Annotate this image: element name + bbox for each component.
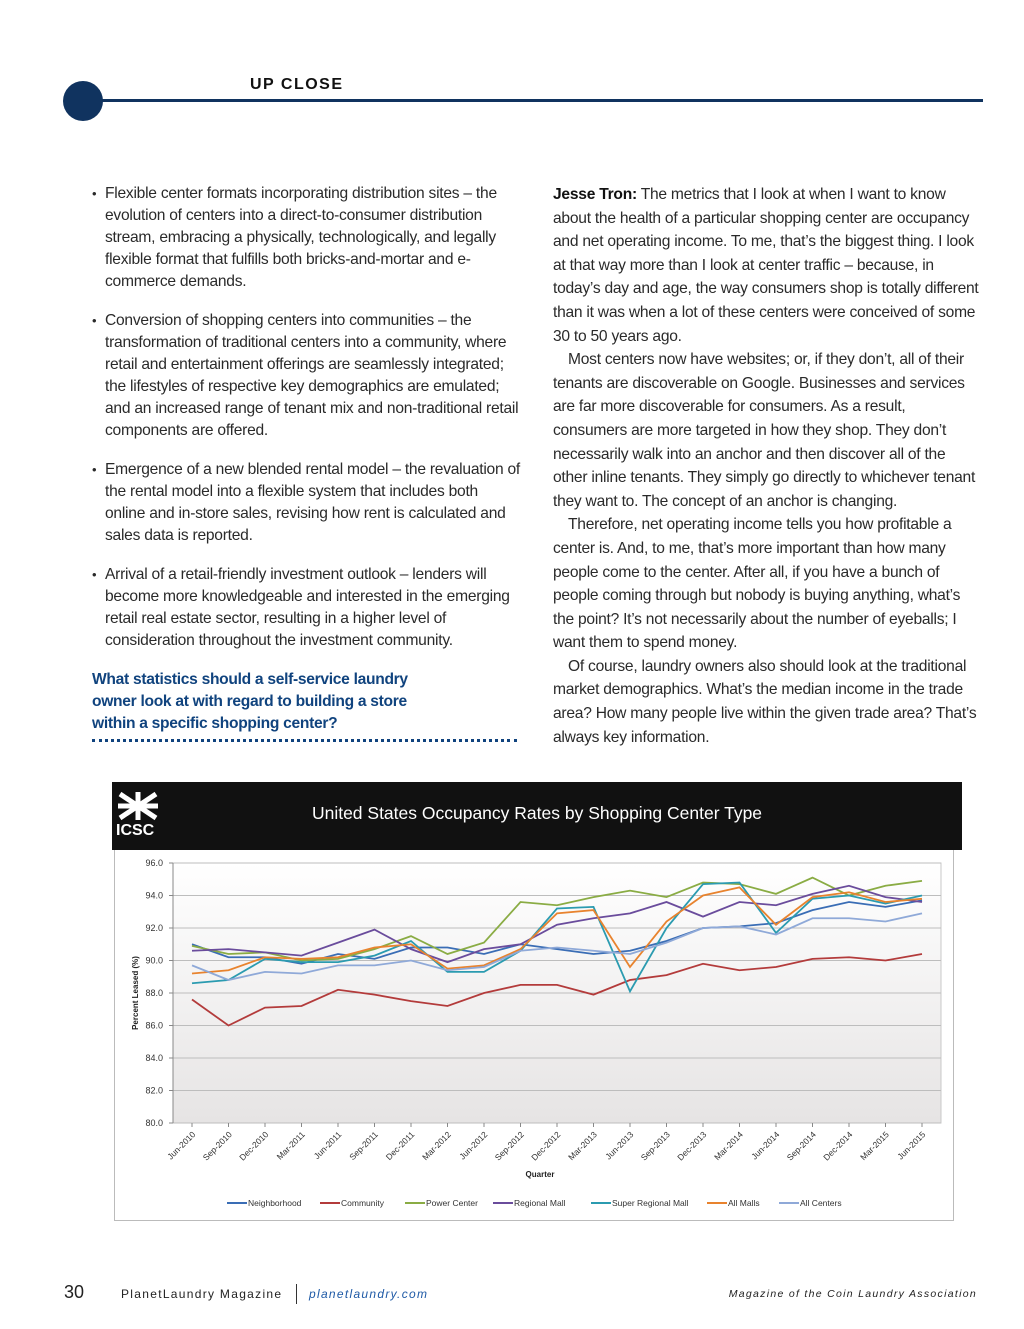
legend-label: Super Regional Mall — [612, 1198, 689, 1208]
x-tick-label: Sep-2013 — [638, 1129, 672, 1163]
legend-label: All Malls — [728, 1198, 760, 1208]
x-tick-label: Jun-2014 — [749, 1129, 782, 1162]
right-column — [553, 183, 983, 749]
association-tagline: Magazine of the Coin Laundry Association — [728, 1288, 977, 1300]
chart-frame — [114, 850, 954, 1221]
legend-label: All Centers — [800, 1198, 842, 1208]
x-tick-label: Dec-2013 — [675, 1129, 709, 1163]
x-tick-label: Jun-2013 — [603, 1129, 636, 1162]
x-tick-label: Dec-2014 — [821, 1129, 855, 1163]
footer-separator — [296, 1284, 297, 1304]
x-tick-label: Sep-2014 — [784, 1129, 818, 1163]
chart-title: United States Occupancy Rates by Shopping Center Type — [311, 803, 763, 823]
section-title: UP CLOSE — [250, 76, 344, 93]
x-tick-label: Mar-2011 — [274, 1129, 307, 1162]
y-tick-label: 90.0 — [145, 955, 163, 966]
page-number: 30 — [64, 1282, 85, 1302]
y-tick-label: 92.0 — [145, 923, 163, 933]
y-tick-label: 82.0 — [145, 1085, 163, 1096]
answer-paragraph: Therefore, net operating income tells you how profitable a center is. And, to me, that’s more important than how many people come to the center. After all, if you have a bunch of people coming through but nobody is buying anything, what’s the point? It’s not necessarily about the number of eyeballs; I want them to spend money. — [553, 516, 961, 652]
x-tick-label: Dec-2012 — [529, 1129, 563, 1163]
x-tick-label: Sep-2011 — [347, 1129, 380, 1163]
legend-label: Neighborhood — [248, 1198, 302, 1208]
x-tick-label: Mar-2014 — [712, 1129, 745, 1163]
x-tick-label: Mar-2012 — [420, 1129, 453, 1163]
header-circle — [63, 81, 103, 121]
answer-paragraph — [553, 183, 983, 348]
bullet-item: • Emergence of a new blended rental model – the revaluation of the rental model into a flexible system that includes both online and in-store sales, revising how rent is calculated and sales data is reported. — [92, 459, 520, 547]
answer-text: The metrics that I look at when I want to know about the health of a particular shopping center are occupancy and net operating income. To me, that’s the biggest thing. I look at that way more than I look at center traffic – because, in today’s day and age, the way consumers shop is totally different than it was when a lot of these centers were conceived of some 30 to 50 years ago. — [553, 186, 979, 345]
bullet-list — [92, 183, 520, 652]
x-tick-label: Sep-2010 — [200, 1129, 234, 1163]
x-axis-label: Quarter — [525, 1170, 555, 1179]
x-tick-label: Jun-2011 — [311, 1129, 344, 1162]
x-tick-label: Sep-2012 — [492, 1129, 526, 1163]
x-tick-label: Mar-2015 — [858, 1129, 891, 1163]
y-axis-label: Percent Leased (%) — [131, 956, 140, 1030]
chart-header — [112, 782, 962, 850]
x-tick-label: Jun-2010 — [165, 1129, 198, 1162]
bullet-item: • Arrival of a retail-friendly investment outlook – lenders will become more knowledgeable and interested in the emerging retail real estate sector, resulting in a higher level of consideration throughout the investment community. — [92, 564, 520, 652]
website-link[interactable]: planetlaundry.com — [309, 1287, 429, 1301]
x-tick-label: Jun-2012 — [457, 1129, 490, 1162]
y-tick-label: 80.0 — [145, 1118, 163, 1128]
magazine-name: PlanetLaundry Magazine — [121, 1287, 283, 1301]
header-rule — [100, 99, 983, 102]
legend-label: Regional Mall — [514, 1198, 566, 1208]
dotted-divider — [92, 739, 517, 742]
occupancy-chart — [115, 850, 953, 1220]
y-tick-label: 86.0 — [145, 1020, 163, 1031]
x-tick-label: Jun-2015 — [895, 1129, 928, 1162]
x-tick-label: Dec-2010 — [237, 1129, 271, 1163]
legend-label: Power Center — [426, 1198, 478, 1208]
interview-question: What statistics should a self-service laundry owner look at with regard to building a store within a specific shopping center? — [92, 671, 408, 732]
left-column — [92, 183, 520, 742]
bullet-item: • Conversion of shopping centers into communities – the transformation of traditional centers into a community, where retail and entertainment offerings are seamlessly integrated; the lifestyles of respective key demographics are emulated; and an increased range of tenant mix and non-traditional retail components are offered. — [92, 310, 520, 442]
speaker-name: Jesse Tron: — [553, 186, 637, 203]
x-tick-label: Mar-2013 — [566, 1129, 599, 1163]
answer-paragraph: Most centers now have websites; or, if they don’t, all of their tenants are discoverable on Google. Businesses and services are far more discoverable for consumers. As a result, consumers are more targeted in how they shop. They don’t necessarily walk into an anchor and then discover all of the other inline tenants. They simply go directly to whichever tenant they want to. The concept of an anchor is changing. — [553, 351, 976, 510]
answer-paragraph: Of course, laundry owners also should look at the traditional market demographics. What’s the median income in the trade area? How many people live within the given trade area? That’s always key information. — [553, 657, 977, 746]
y-tick-label: 94.0 — [145, 890, 163, 901]
x-tick-label: Dec-2011 — [383, 1129, 417, 1163]
y-tick-label: 84.0 — [145, 1053, 163, 1063]
bullet-item: • Flexible center formats incorporating distribution sites – the evolution of centers into a direct-to-consumer distribution stream, embracing a physically, technologically, and legally flexible format that fulfills both bricks-and-mortar and e-commerce demands. — [92, 183, 520, 293]
legend-label: Community — [341, 1198, 384, 1208]
y-tick-label: 88.0 — [145, 988, 163, 998]
logo-text: ICSC — [116, 822, 155, 839]
y-tick-label: 96.0 — [145, 858, 163, 868]
